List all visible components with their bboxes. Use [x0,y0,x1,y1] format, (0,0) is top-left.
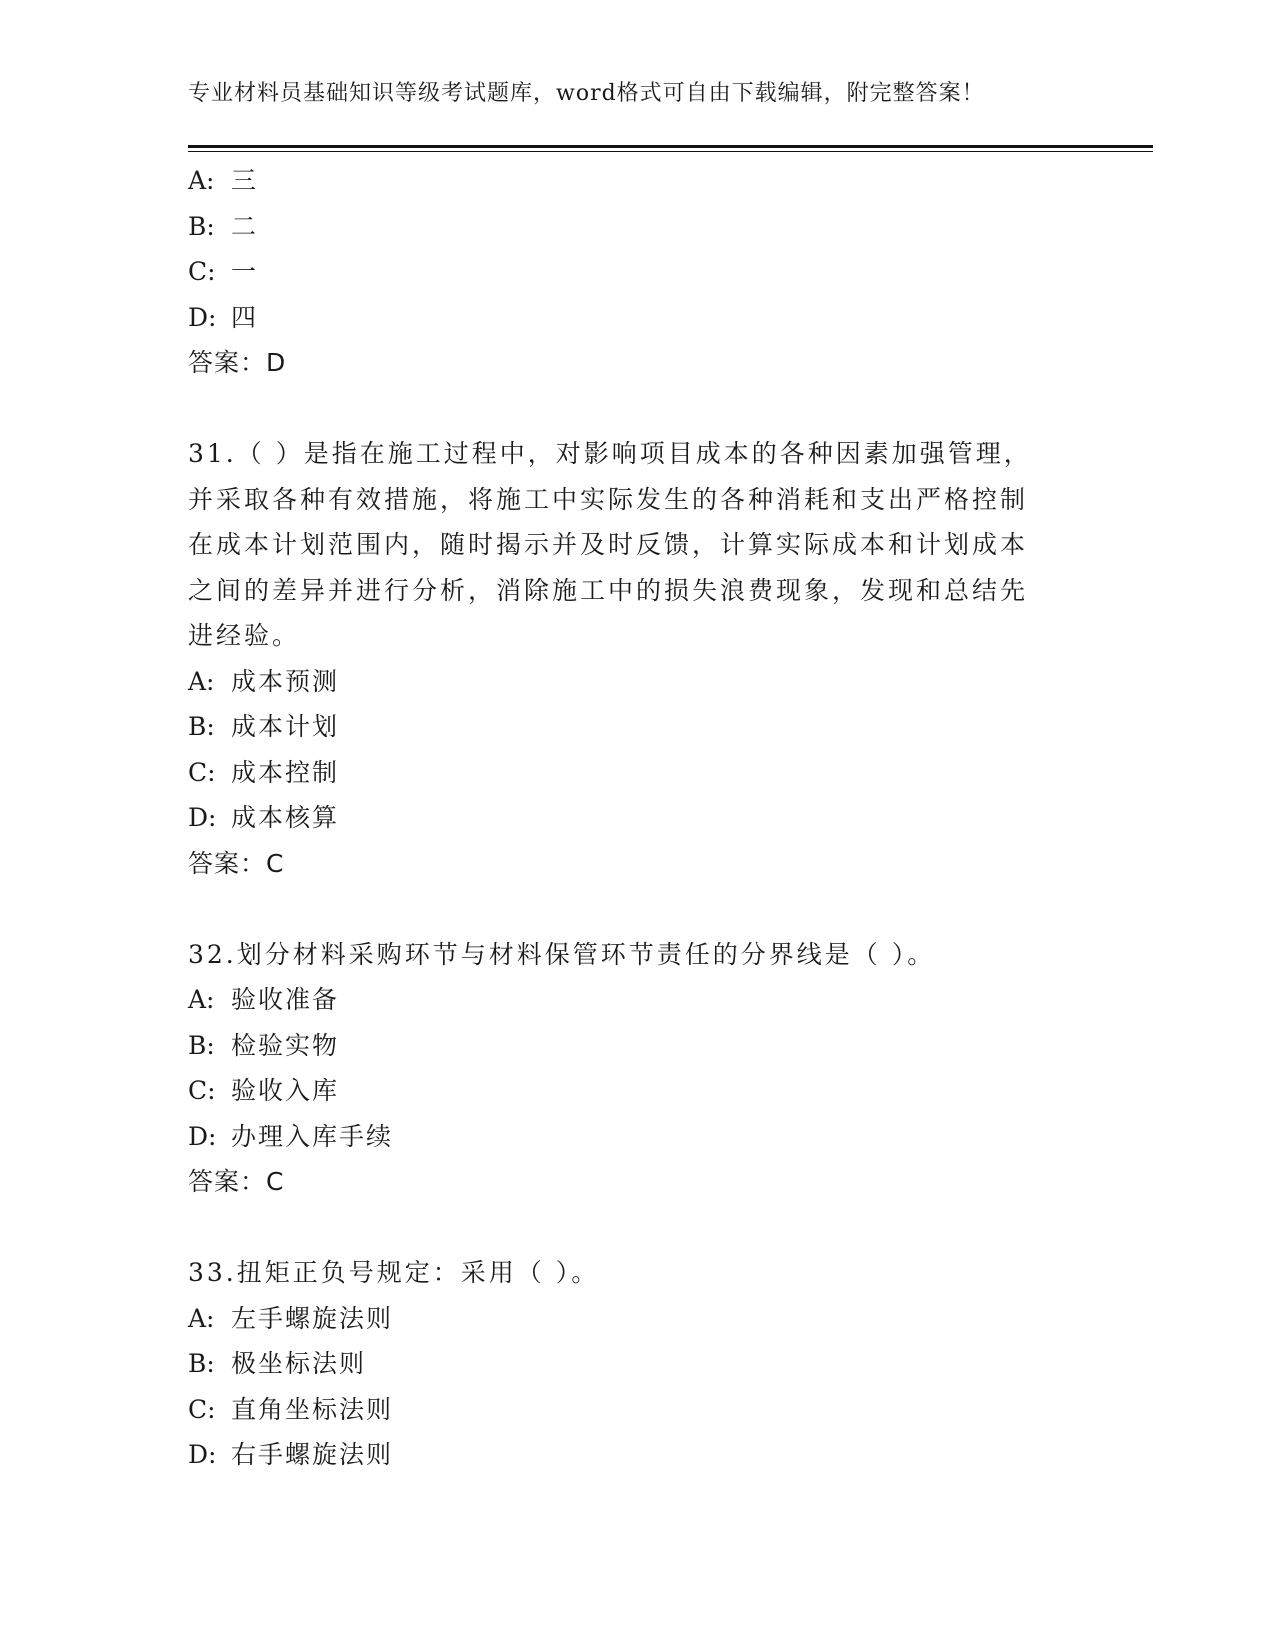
option-text: 直角坐标法则 [231,1394,394,1424]
option-text: 检验实物 [231,1030,340,1060]
option-text: 成本控制 [231,757,340,787]
option-c [188,750,1068,796]
option-text: 四 [231,302,259,332]
option-letter: B: [188,1349,215,1378]
option-text: 验收准备 [231,985,340,1014]
question-30 [188,158,1068,386]
option-text: 极坐标法则 [231,1349,367,1378]
spacer [188,886,1068,932]
option-letter: D: [188,1440,217,1469]
option-letter: A: [188,985,215,1014]
question-stem-line: 在成本计划范围内，随时揭示并及时反馈，计算实际成本和计划成本 [188,530,1029,559]
question-33 [188,1250,1068,1478]
option-d [188,1432,1068,1478]
option-text: 一 [231,257,259,286]
option-letter: B: [188,712,215,741]
answer-line: 答案：D [188,348,287,377]
option-text: 二 [231,211,259,241]
question-stem-line: 33.扭矩正负号规定：采用（ ）。 [188,1258,600,1287]
option-b [188,204,1068,250]
page-header: 专业材料员基础知识等级考试题库，word格式可自由下载编辑，附完整答案！ [188,81,985,106]
question-stem-line: 之间的差异并进行分析，消除施工中的损失浪费现象，发现和总结先 [188,575,1029,605]
question-list [188,158,1068,1478]
option-text: 成本预测 [231,666,340,696]
option-letter: C: [188,1076,216,1105]
option-letter: A: [188,166,215,195]
option-b [188,1023,1068,1069]
option-d [188,795,1068,841]
option-letter: B: [188,211,215,241]
option-letter: A: [188,1303,215,1333]
option-letter: C: [188,257,216,286]
option-d [188,1114,1068,1160]
option-letter: C: [188,1394,216,1424]
option-letter: D: [188,302,217,332]
option-b [188,1341,1068,1387]
option-letter: C: [188,757,216,787]
question-31 [188,431,1068,886]
option-letter: D: [188,803,217,832]
option-text: 办理入库手续 [231,1121,394,1151]
question-stem-line: 32.划分材料采购环节与材料保管环节责任的分界线是（ ）。 [188,939,936,969]
option-b [188,704,1068,750]
option-a [188,659,1068,705]
option-a [188,1296,1068,1342]
question-32 [188,932,1068,1205]
option-a [188,158,1068,204]
option-c [188,1068,1068,1114]
option-text: 右手螺旋法则 [231,1440,394,1469]
option-letter: B: [188,1030,215,1060]
spacer [188,1205,1068,1251]
option-c [188,1387,1068,1433]
answer-line: 答案：C [188,848,285,878]
option-letter: A: [188,666,215,696]
option-text: 验收入库 [231,1076,340,1105]
spacer [188,386,1068,432]
option-text: 成本计划 [231,712,340,741]
option-d [188,295,1068,341]
question-stem-line: 31.（ ）是指在施工过程中，对影响项目成本的各种因素加强管理， [188,439,1032,468]
header-rule-thick [188,145,1153,148]
question-stem-line: 进经验。 [188,621,301,650]
header-rule-thin [188,151,1153,152]
option-a [188,977,1068,1023]
option-c [188,249,1068,295]
question-stem-line: 并采取各种有效措施，将施工中实际发生的各种消耗和支出严格控制 [188,484,1029,514]
option-text: 三 [231,166,259,195]
answer-line: 答案：C [188,1167,285,1196]
option-letter: D: [188,1121,217,1151]
option-text: 成本核算 [231,803,340,832]
option-text: 左手螺旋法则 [231,1303,394,1333]
